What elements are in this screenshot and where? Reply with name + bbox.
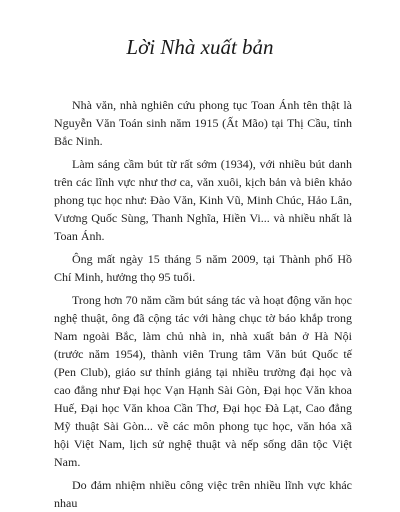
paragraph-author-intro: Nhà văn, nhà nghiên cứu phong tục Toan Ánh tên thật là Nguyễn Văn Toán sinh năm 1915 (Ất Mão) tại Thị Cầu, tỉnh Bắc Ninh. [54,98,352,148]
preface-body [54,96,352,512]
paragraph-continued: Do đảm nhiệm nhiều công việc trên nhiều lĩnh vực khác nhau [54,478,352,510]
page-title: Lời Nhà xuất bản [126,35,274,59]
paragraph-pen-names: Làm sáng cầm bút từ rất sớm (1934), với nhiều bút danh trên các lĩnh vực như thơ ca, văn xuôi, kịch bản và biên khảo phong tục học như: Đào Văn, Kinh Vũ, Minh Chúc, Hảo Lân, Vương Quốc Sùng, Thanh Nghĩa, Hiền Vi... và nhiều nhất là Toan Ánh. [54,157,352,243]
paragraph-death: Ông mất ngày 15 tháng 5 năm 2009, tại Thành phố Hồ Chí Minh, hưởng thọ 95 tuổi. [54,252,352,284]
paragraph-career: Trong hơn 70 năm cầm bút sáng tác và hoạt động văn học nghệ thuật, ông đã cộng tác với hàng chục tờ báo khắp trong Nam ngoài Bắc, làm chủ nhà in, nhà xuất bản ở Hà Nội (trước năm 1954), thành viên Trung tâm Văn bút Quốc tế (Pen Club), giáo sư thỉnh giảng tại nhiều trường đại học và cao đẳng như Đại học Vạn Hạnh Sài Gòn, Đại học Văn khoa Huế, Đại học Văn khoa Cần Thơ, Đại học Đà Lạt, Cao đẳng Mỹ thuật Sài Gòn... về các môn phong tục học, văn hóa xã hội Việt Nam, lịch sử nghệ thuật và nếp sống dân tộc Việt Nam. [54,293,352,469]
